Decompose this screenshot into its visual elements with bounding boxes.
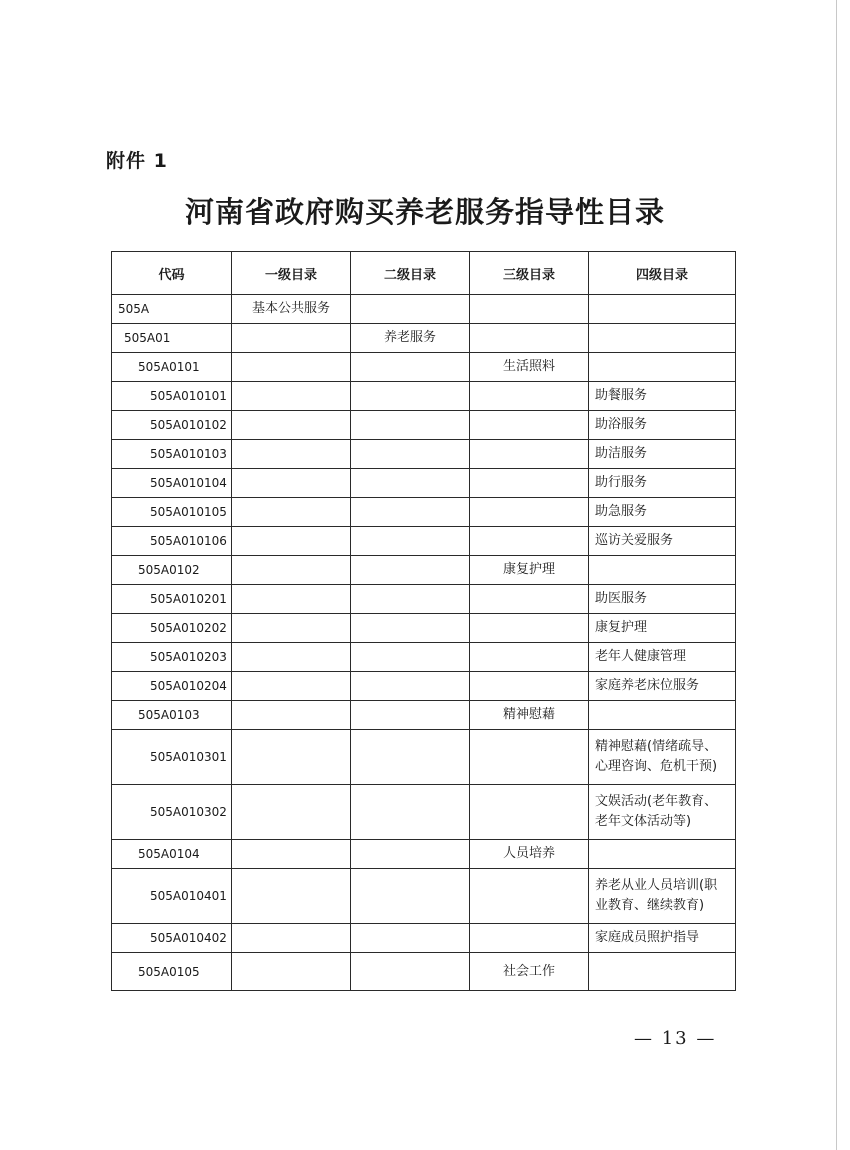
table-row bbox=[112, 353, 736, 382]
code-cell: 505A0102 bbox=[112, 556, 232, 585]
level-1-cell bbox=[232, 840, 351, 869]
code-cell: 505A010402 bbox=[112, 924, 232, 953]
level-2-cell bbox=[351, 643, 470, 672]
level-4-cell: 康复护理 bbox=[589, 614, 736, 643]
table-row bbox=[112, 498, 736, 527]
level-1-cell bbox=[232, 672, 351, 701]
level-1-cell bbox=[232, 411, 351, 440]
table-row bbox=[112, 730, 736, 785]
level-3-cell: 社会工作 bbox=[470, 953, 589, 991]
level-2-cell bbox=[351, 295, 470, 324]
table-row bbox=[112, 953, 736, 991]
table-row bbox=[112, 585, 736, 614]
level-1-cell bbox=[232, 643, 351, 672]
level-1-cell bbox=[232, 785, 351, 840]
table-header-row bbox=[112, 252, 736, 295]
level-3-cell bbox=[470, 527, 589, 556]
level-4-cell: 文娱活动(老年教育、老年文体活动等) bbox=[589, 785, 736, 840]
table-row bbox=[112, 643, 736, 672]
level-2-cell bbox=[351, 953, 470, 991]
code-cell: 505A010101 bbox=[112, 382, 232, 411]
level-1-cell bbox=[232, 498, 351, 527]
level-1-cell bbox=[232, 556, 351, 585]
level-1-cell bbox=[232, 869, 351, 924]
level-1-cell bbox=[232, 527, 351, 556]
level-3-cell bbox=[470, 672, 589, 701]
level-2-cell bbox=[351, 614, 470, 643]
level-4-cell: 精神慰藉(情绪疏导、心理咨询、危机干预) bbox=[589, 730, 736, 785]
level-1-cell bbox=[232, 924, 351, 953]
level-2-cell bbox=[351, 556, 470, 585]
level-3-cell bbox=[470, 498, 589, 527]
table-row bbox=[112, 324, 736, 353]
code-cell: 505A0101 bbox=[112, 353, 232, 382]
code-cell: 505A010202 bbox=[112, 614, 232, 643]
level-2-cell bbox=[351, 785, 470, 840]
level-4-cell: 助行服务 bbox=[589, 469, 736, 498]
level-2-cell bbox=[351, 672, 470, 701]
level-3-cell: 生活照料 bbox=[470, 353, 589, 382]
code-cell: 505A010204 bbox=[112, 672, 232, 701]
code-cell: 505A010105 bbox=[112, 498, 232, 527]
level-3-cell bbox=[470, 730, 589, 785]
code-cell: 505A010201 bbox=[112, 585, 232, 614]
level-2-cell bbox=[351, 924, 470, 953]
level-2-cell bbox=[351, 840, 470, 869]
level-1-cell bbox=[232, 353, 351, 382]
level-3-cell bbox=[470, 382, 589, 411]
table-row bbox=[112, 469, 736, 498]
code-cell: 505A01 bbox=[112, 324, 232, 353]
code-cell: 505A010104 bbox=[112, 469, 232, 498]
level-1-cell bbox=[232, 324, 351, 353]
table-row bbox=[112, 382, 736, 411]
level-2-cell bbox=[351, 730, 470, 785]
header-code: 代码 bbox=[112, 252, 232, 295]
code-cell: 505A010302 bbox=[112, 785, 232, 840]
header-level-2: 二级目录 bbox=[351, 252, 470, 295]
level-3-cell bbox=[470, 585, 589, 614]
level-2-cell bbox=[351, 701, 470, 730]
level-2-cell bbox=[351, 382, 470, 411]
level-4-cell: 家庭成员照护指导 bbox=[589, 924, 736, 953]
level-1-cell bbox=[232, 730, 351, 785]
page-number: — 13 — bbox=[634, 1028, 717, 1049]
level-3-cell bbox=[470, 295, 589, 324]
level-1-cell bbox=[232, 701, 351, 730]
table-row bbox=[112, 672, 736, 701]
level-4-cell: 助浴服务 bbox=[589, 411, 736, 440]
level-4-cell bbox=[589, 556, 736, 585]
header-level-3: 三级目录 bbox=[470, 252, 589, 295]
table-row bbox=[112, 440, 736, 469]
level-2-cell bbox=[351, 869, 470, 924]
code-cell: 505A010401 bbox=[112, 869, 232, 924]
level-3-cell bbox=[470, 785, 589, 840]
level-1-cell bbox=[232, 382, 351, 411]
code-cell: 505A0104 bbox=[112, 840, 232, 869]
level-1-cell: 基本公共服务 bbox=[232, 295, 351, 324]
level-3-cell bbox=[470, 411, 589, 440]
level-1-cell bbox=[232, 469, 351, 498]
table-row bbox=[112, 556, 736, 585]
level-2-cell bbox=[351, 498, 470, 527]
table-row bbox=[112, 295, 736, 324]
level-4-cell: 巡访关爱服务 bbox=[589, 527, 736, 556]
level-4-cell bbox=[589, 701, 736, 730]
table-row bbox=[112, 701, 736, 730]
level-3-cell bbox=[470, 643, 589, 672]
level-2-cell bbox=[351, 411, 470, 440]
level-4-cell bbox=[589, 353, 736, 382]
level-2-cell bbox=[351, 585, 470, 614]
level-2-cell bbox=[351, 353, 470, 382]
level-3-cell bbox=[470, 469, 589, 498]
level-4-cell bbox=[589, 953, 736, 991]
level-3-cell: 精神慰藉 bbox=[470, 701, 589, 730]
code-cell: 505A010203 bbox=[112, 643, 232, 672]
attachment-label: 附件 1 bbox=[106, 150, 168, 172]
level-4-cell: 助急服务 bbox=[589, 498, 736, 527]
level-2-cell: 养老服务 bbox=[351, 324, 470, 353]
code-cell: 505A010103 bbox=[112, 440, 232, 469]
level-3-cell bbox=[470, 324, 589, 353]
table-row bbox=[112, 614, 736, 643]
level-4-cell: 助洁服务 bbox=[589, 440, 736, 469]
table-row bbox=[112, 869, 736, 924]
code-cell: 505A010301 bbox=[112, 730, 232, 785]
page-edge-line bbox=[836, 0, 837, 1150]
level-3-cell bbox=[470, 440, 589, 469]
level-4-cell: 助餐服务 bbox=[589, 382, 736, 411]
level-3-cell bbox=[470, 869, 589, 924]
header-level-4: 四级目录 bbox=[589, 252, 736, 295]
table-row bbox=[112, 924, 736, 953]
code-cell: 505A0103 bbox=[112, 701, 232, 730]
level-2-cell bbox=[351, 469, 470, 498]
table-row bbox=[112, 411, 736, 440]
catalog-table bbox=[111, 251, 736, 991]
level-4-cell: 老年人健康管理 bbox=[589, 643, 736, 672]
level-4-cell: 养老从业人员培训(职业教育、继续教育) bbox=[589, 869, 736, 924]
level-4-cell bbox=[589, 324, 736, 353]
level-3-cell bbox=[470, 614, 589, 643]
level-4-cell: 家庭养老床位服务 bbox=[589, 672, 736, 701]
level-2-cell bbox=[351, 527, 470, 556]
level-1-cell bbox=[232, 614, 351, 643]
page-title: 河南省政府购买养老服务指导性目录 bbox=[184, 195, 665, 229]
level-3-cell: 人员培养 bbox=[470, 840, 589, 869]
code-cell: 505A010102 bbox=[112, 411, 232, 440]
level-1-cell bbox=[232, 953, 351, 991]
level-3-cell bbox=[470, 924, 589, 953]
level-2-cell bbox=[351, 440, 470, 469]
level-3-cell: 康复护理 bbox=[470, 556, 589, 585]
table-row bbox=[112, 527, 736, 556]
table-row bbox=[112, 840, 736, 869]
level-4-cell bbox=[589, 840, 736, 869]
code-cell: 505A bbox=[112, 295, 232, 324]
level-1-cell bbox=[232, 440, 351, 469]
level-1-cell bbox=[232, 585, 351, 614]
code-cell: 505A010106 bbox=[112, 527, 232, 556]
code-cell: 505A0105 bbox=[112, 953, 232, 991]
table-row bbox=[112, 785, 736, 840]
level-4-cell bbox=[589, 295, 736, 324]
header-level-1: 一级目录 bbox=[232, 252, 351, 295]
level-4-cell: 助医服务 bbox=[589, 585, 736, 614]
